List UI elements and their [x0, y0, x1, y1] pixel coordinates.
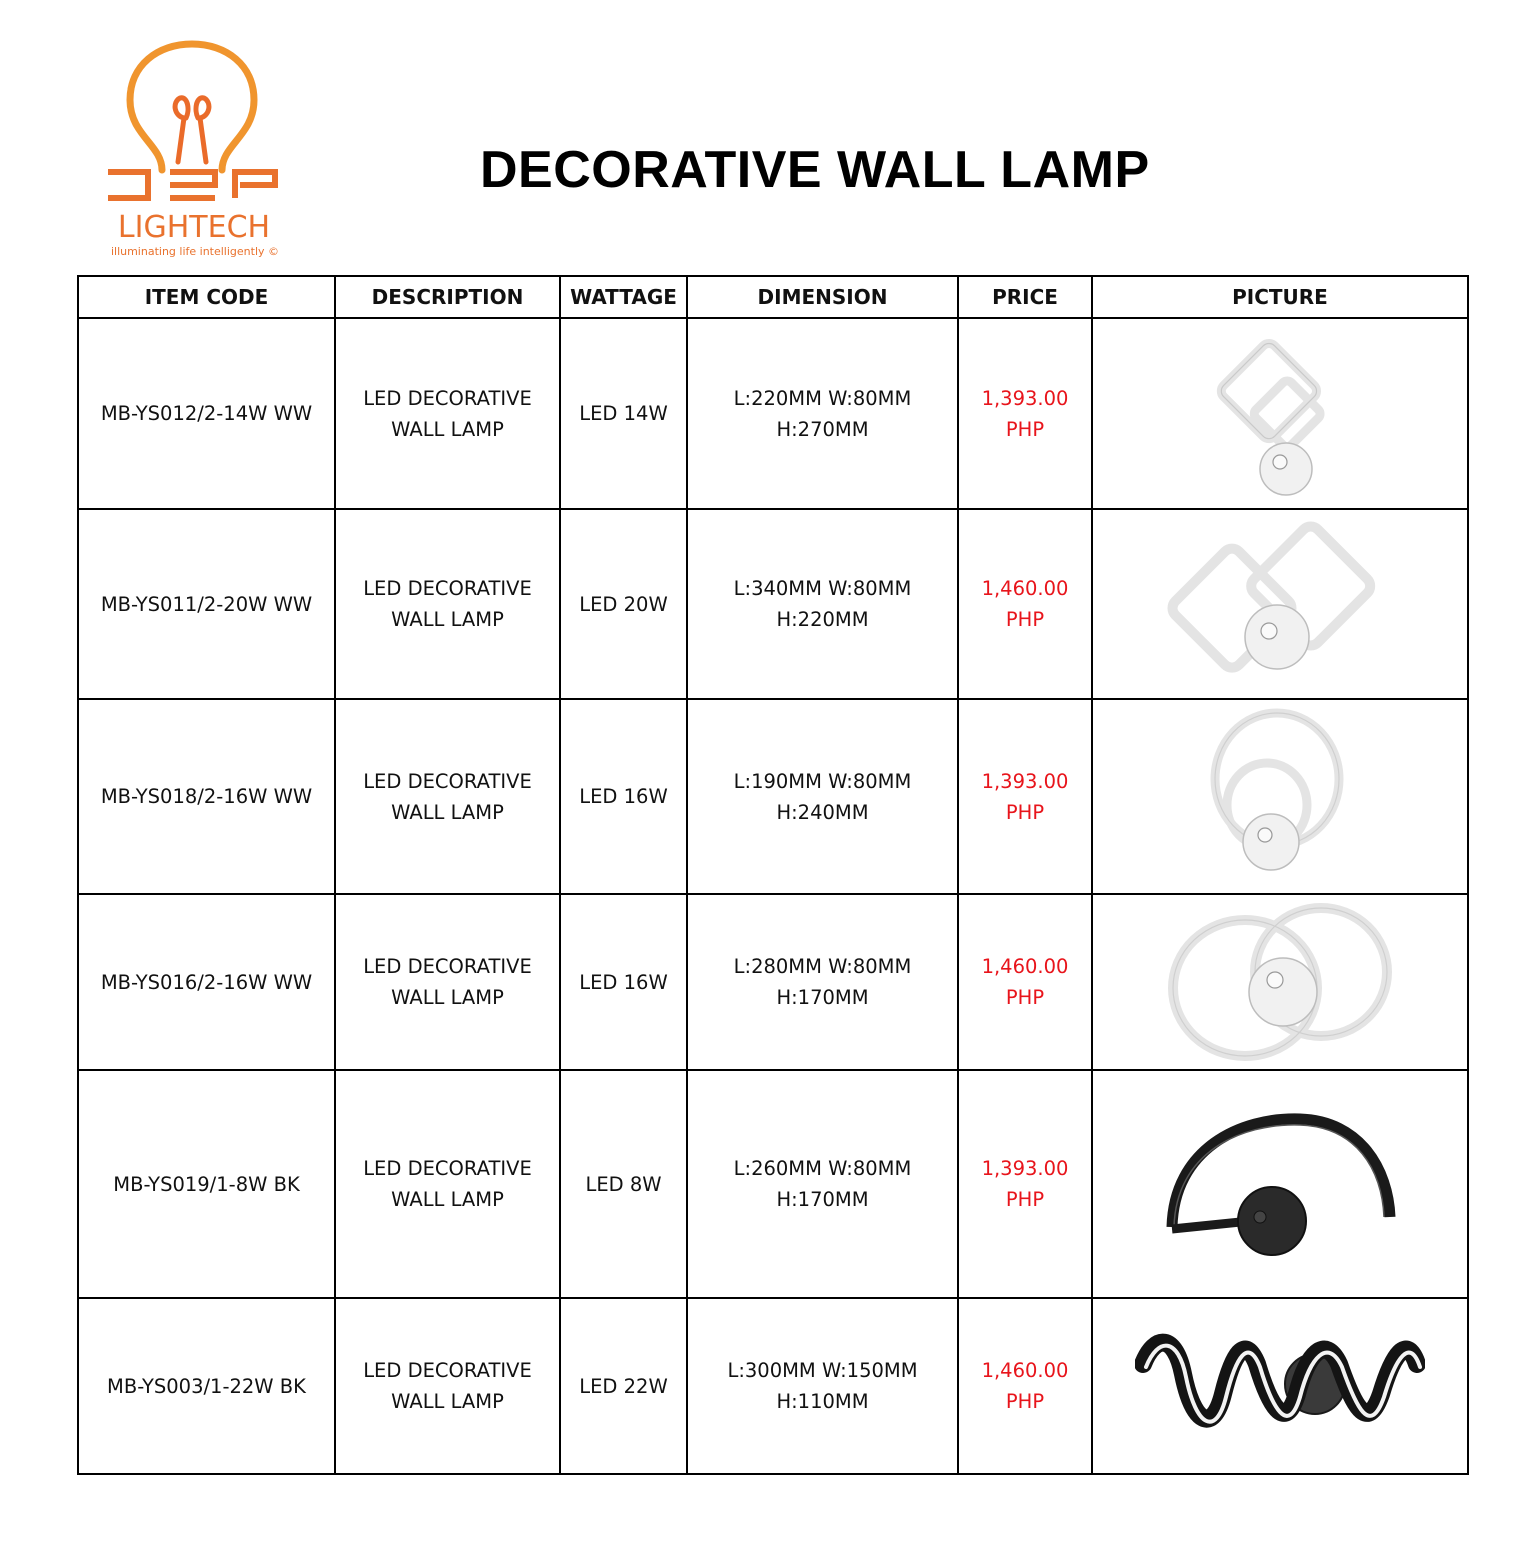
twin-ring-white-lamp-icon [1163, 900, 1398, 1065]
header-item-code: ITEM CODE [78, 276, 335, 318]
table-row [78, 894, 1468, 1070]
product-table [77, 275, 1469, 1475]
wattage: LED 14W [560, 318, 687, 509]
item-code: MB-YS003/1-22W BK [78, 1298, 335, 1474]
price: 1,460.00 PHP [958, 509, 1092, 699]
table-row [78, 318, 1468, 509]
page-title: DECORATIVE WALL LAMP [480, 141, 1150, 199]
description: LED DECORATIVE WALL LAMP [335, 1070, 560, 1298]
dimension: L:190MM W:80MM H:240MM [687, 699, 958, 894]
item-code: MB-YS016/2-16W WW [78, 894, 335, 1070]
picture [1092, 1070, 1468, 1298]
table-header-row [78, 276, 1468, 318]
picture [1092, 318, 1468, 509]
description: LED DECORATIVE WALL LAMP [335, 1298, 560, 1474]
table-row [78, 509, 1468, 699]
price: 1,393.00 PHP [958, 318, 1092, 509]
dimension: L:300MM W:150MM H:110MM [687, 1298, 958, 1474]
table-row [78, 1298, 1468, 1474]
dimension: L:280MM W:80MM H:170MM [687, 894, 958, 1070]
brand-name: LIGHTECH [117, 210, 271, 245]
header-price: PRICE [958, 276, 1092, 318]
header-dimension: DIMENSION [687, 276, 958, 318]
double-square-white-lamp-icon [1210, 326, 1350, 501]
header-wattage: WATTAGE [560, 276, 687, 318]
dimension: L:340MM W:80MM H:220MM [687, 509, 958, 699]
wattage: LED 20W [560, 509, 687, 699]
item-code: MB-YS011/2-20W WW [78, 509, 335, 699]
table-row [78, 1070, 1468, 1298]
wattage: LED 16W [560, 699, 687, 894]
header-picture: PICTURE [1092, 276, 1468, 318]
wattage: LED 16W [560, 894, 687, 1070]
price: 1,460.00 PHP [958, 894, 1092, 1070]
price: 1,460.00 PHP [958, 1298, 1092, 1474]
description: LED DECORATIVE WALL LAMP [335, 699, 560, 894]
wattage: LED 8W [560, 1070, 687, 1298]
picture [1092, 894, 1468, 1070]
picture [1092, 1298, 1468, 1474]
nested-ring-white-lamp-icon [1205, 707, 1355, 887]
description: LED DECORATIVE WALL LAMP [335, 509, 560, 699]
description: LED DECORATIVE WALL LAMP [335, 318, 560, 509]
item-code: MB-YS019/1-8W BK [78, 1070, 335, 1298]
spiral-black-lamp-icon [1135, 1324, 1425, 1449]
dimension: L:220MM W:80MM H:270MM [687, 318, 958, 509]
picture [1092, 699, 1468, 894]
price: 1,393.00 PHP [958, 699, 1092, 894]
picture [1092, 509, 1468, 699]
brand-tagline: illuminating life intelligently © [110, 245, 280, 258]
half-arc-black-lamp-icon [1160, 1109, 1400, 1259]
brand-logo [100, 40, 290, 265]
dimension: L:260MM W:80MM H:170MM [687, 1070, 958, 1298]
header-description: DESCRIPTION [335, 276, 560, 318]
description: LED DECORATIVE WALL LAMP [335, 894, 560, 1070]
light-bulb-icon [100, 40, 290, 215]
twin-diamond-white-lamp-icon [1165, 519, 1395, 689]
wattage: LED 22W [560, 1298, 687, 1474]
item-code: MB-YS018/2-16W WW [78, 699, 335, 894]
price: 1,393.00 PHP [958, 1070, 1092, 1298]
table-row [78, 699, 1468, 894]
item-code: MB-YS012/2-14W WW [78, 318, 335, 509]
